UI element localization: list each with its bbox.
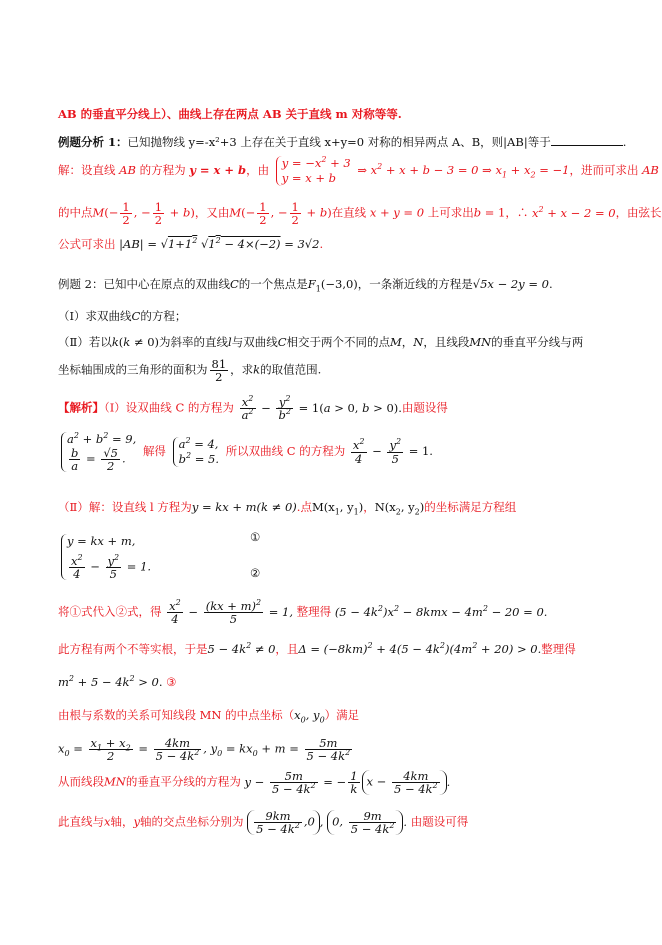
example1-midpoint-line: 的中点M(− $\frac{1}{2}$ , − $\frac{1}{2}$ + b)，又由M(− $\frac{1}{2}$ , − $\frac{1}{2}$ + b)在直线 x + y = 0 上可求出b = 1，∴ $x^2 + x - 2 = 0$，由弦长 bbox=[58, 200, 662, 228]
example1-solution-line1: 解：设直线 AB 的方程为 y = x + b，由 $y = -x^2 + 3$ y = x + b ⇒ $x^2 + x + b - 3 = 0$ ⇒ $x_1 + x_2 = -1$，进而可求出 AB bbox=[58, 155, 659, 185]
header-text: AB 的垂直平分线上）、曲线上存在两点 AB 关于直线 m 对称等等. bbox=[58, 107, 402, 121]
example1-text: 已知抛物线 y=-x²+3 上存在关于直线 x+y=0 对称的相异两点 A、B，则|AB|等于 bbox=[127, 135, 551, 149]
intercepts-line: 此直线与x轴，y轴的交点坐标分别为 $\frac{9km}{5 - 4k^2}$ ,0 , 0, $\frac{9m}{5 - 4k^2}$ . 由题设可得 bbox=[58, 809, 469, 837]
example1-label: 例题分析 1： bbox=[58, 135, 128, 149]
example2-intro: 例题 2：已知中心在原点的双曲线C的一个焦点是$F_1(-3,0)$，一条渐近线的方程是√5x − 2y = 0. bbox=[58, 277, 553, 294]
example2-part2-line2: 坐标轴围成的三角形的面积为 $\frac{81}{2}$ ，求k的取值范围. bbox=[58, 357, 322, 385]
example2-part2-line1: （Ⅱ）若以k(k ≠ 0)为斜率的直线l与双曲线C相交于两个不同的点M，N，且线段MN的垂直平分线与两 bbox=[58, 335, 584, 349]
system-equations-2: $a^2 + b^2 = 9$, $\frac{b}{a}$ = $\frac{√5}{2}$ . bbox=[61, 432, 136, 472]
analysis-system: $a^2 + b^2 = 9$, $\frac{b}{a}$ = $\frac{√5}{2}$ . 解得 $a^2 = 4$, $b^2 = 5$. 所以双曲线 C 的方程为 $\frac{x^2}{4}$ − $\frac{y^2}{5}$ = 1. bbox=[58, 432, 598, 472]
system-equations-1: $y = -x^2 + 3$ y = x + b bbox=[276, 156, 351, 186]
analysis-system-3: y = kx + m, $\frac{x^2}{4}$ − $\frac{y^2}{5}$ = 1. bbox=[58, 534, 598, 580]
analysis-part2-line: （Ⅱ）解：设直线 l 方程为y = kx + m(k ≠ 0).点$M(x_1$, $y_1$)，$N(x_2$, $y_2$)的坐标满足方程组 bbox=[58, 500, 517, 517]
example2-part1: （Ⅰ）求双曲线C的方程； bbox=[58, 309, 187, 323]
example1-chord-line: 公式可求出 $|AB| = √1+1^2$ $√1^2 - 4\times(-2) = 3√2$. bbox=[58, 236, 324, 251]
header-line bbox=[58, 107, 598, 121]
discriminant-line: 此方程有两个不等实根，于是$5 - 4k^2 \ne 0$，且$\Delta = (-8km)^2 + 4(5 - 4k^2)(4m^2 + 20) > 0$.整理得 bbox=[58, 641, 576, 656]
midpoint-formula: $x_0$ = $\frac{x_1 + x_2}{2}$ = $\frac{4km}{5 - 4k^2}$ , $y_0 = kx_0 + m$ = $\frac{5m}{5 - 4k^2}$ bbox=[58, 736, 351, 764]
vieta-line: 由根与系数的关系可知线段 MN 的中点坐标（$x_0$, $y_0$）满足 bbox=[58, 708, 360, 725]
perpendicular-bisector-line: 从而线段MN的垂直平分线的方程为 y − $\frac{5m}{5 - 4k^2}$ = − $\frac{1}{k}$ x − $\frac{4km}{5 - 4k^2}$ . bbox=[58, 769, 451, 797]
substitution-line: 将①式代入②式，得 $\frac{x^2}{4}$ − $\frac{(kx + m)^2}{5}$ = 1, 整理得 $(5 - 4k^2)x^2 - 8kmx - 4m^2 - 20 = 0$. bbox=[58, 598, 548, 627]
equation-mark-2: ② bbox=[250, 566, 261, 580]
equation-mark-1: ① bbox=[250, 530, 261, 544]
example1-problem: 例题分析 1：已知抛物线 y=-x²+3 上存在关于直线 x+y=0 对称的相异两点 A、B，则|AB|等于 . bbox=[58, 135, 627, 149]
answer-blank bbox=[551, 134, 623, 146]
inequality-line: $m^2 + 5 - 4k^2 > 0$. ③ bbox=[58, 674, 177, 689]
analysis-part1: 【解析】（Ⅰ）设双曲线 C 的方程为 $\frac{x^2}{a^2}$ − $\frac{y^2}{b^2}$ = 1(a > 0, b > 0).由题设得 bbox=[58, 394, 448, 423]
